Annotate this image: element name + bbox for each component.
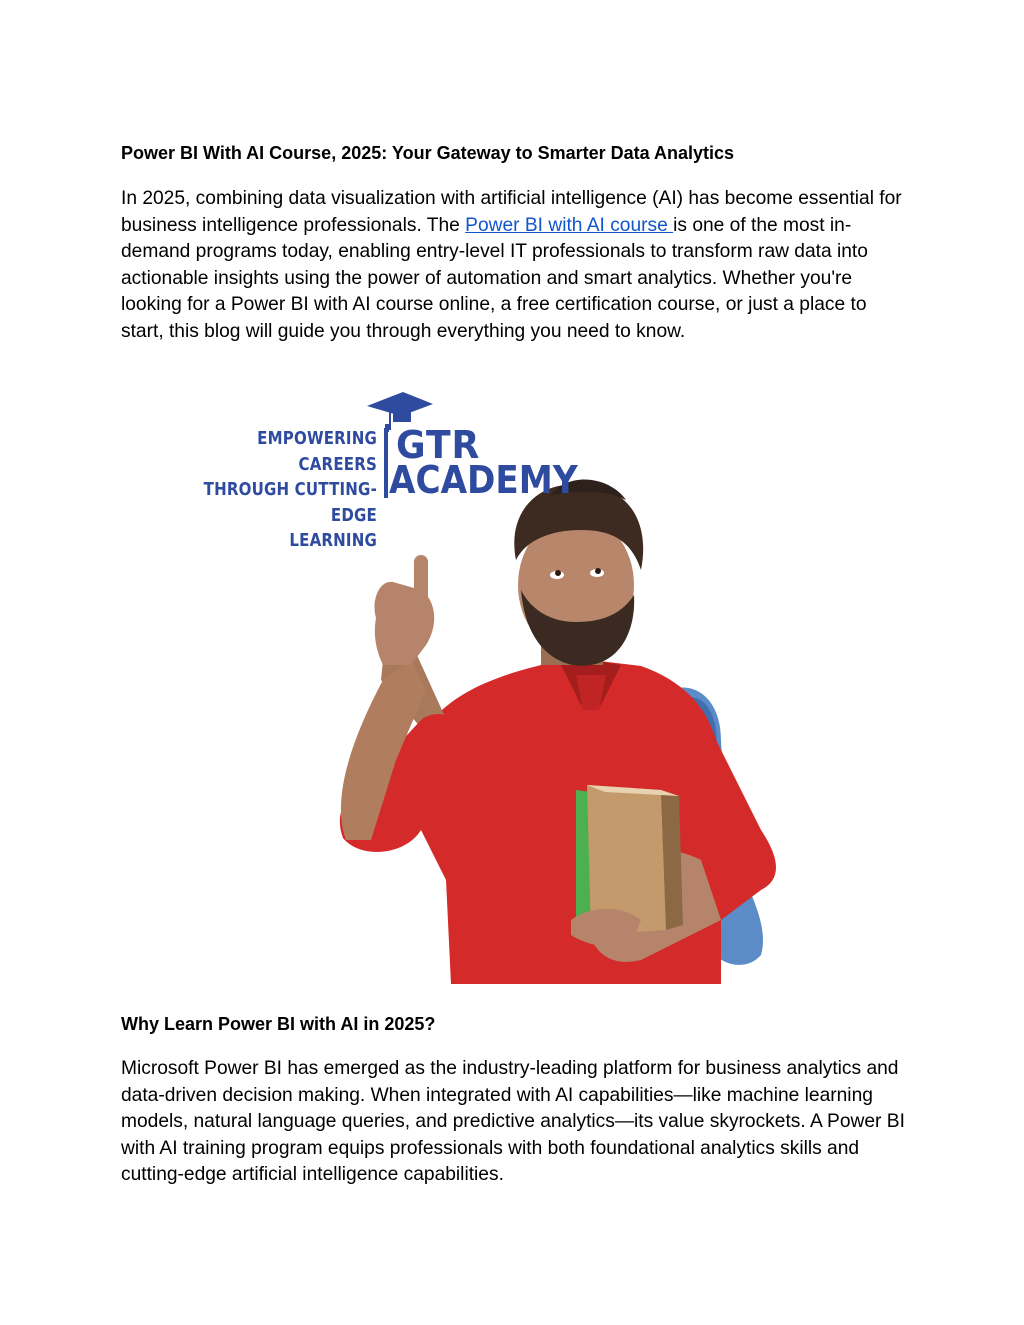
section-body-paragraph: Microsoft Power BI has emerged as the industry-leading platform for business analytics and data-driven decision making. When integrated with AI capabilities—like machine learning models, natural language queries, and predictive analytics—its value skyrockets. A Power BI with AI training program equips professionals with both foundational analytics skills and cutting-edge artificial intelligence capabilities. [121,1058,905,1186]
logo-gtr-text: GTR [396,423,481,467]
power-bi-ai-course-link[interactable]: Power BI with AI course [465,214,674,236]
logo-divider-bar [384,428,388,498]
intro-text-before-link: In 2025, combining data visualization with artificial intelligence (AI) has become essential for business intelligence professionals. The [121,188,902,236]
page-title: Power BI With AI Course, 2025: Your Gateway to Smarter Data Analytics [121,143,735,163]
section-heading: Why Learn Power BI with AI in 2025? [121,1014,436,1034]
logo-academy-text: ACADEMY [389,458,578,502]
intro-text-after-link: is one of the most in-demand programs today, enabling entry-level IT professionals to transform raw data into actionable insights using the power of automation and smart analytics. Whether you're looking for a Power BI with AI course online, a free certification course, or just a place to start, this blog will guide you through everything you need to know. [121,214,868,342]
tagline-line-1: EMPOWERING CAREERS [257,429,377,475]
gtr-academy-banner-image [121,360,903,984]
tagline-line-2: THROUGH CUTTING-EDGE [203,480,377,526]
logo-tagline [198,427,377,555]
intro-paragraph [121,186,911,346]
tagline-line-3: LEARNING [289,531,377,551]
